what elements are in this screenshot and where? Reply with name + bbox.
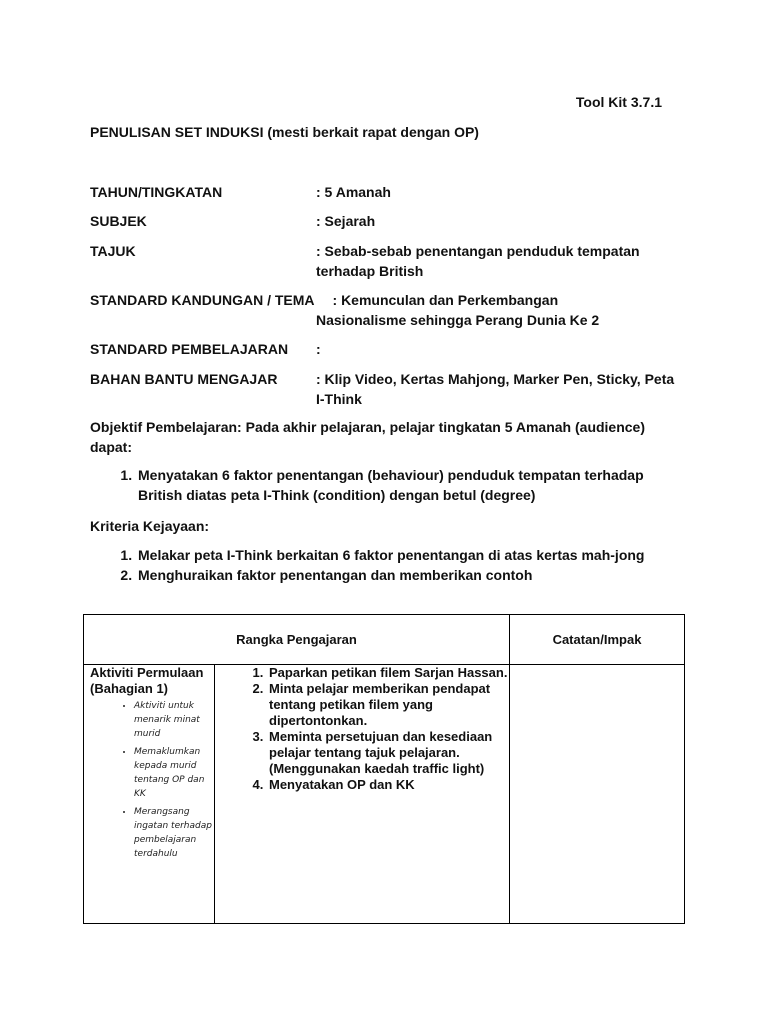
row-subjek [90, 211, 676, 231]
sk-value-line2: Nasionalisme sehingga Perang Dunia Ke 2 [316, 312, 600, 328]
kriteria-list [112, 545, 686, 585]
tahun-label: TAHUN/TINGKATAN [90, 184, 223, 200]
row-tahun [90, 182, 676, 202]
subjek-label: SUBJEK [90, 213, 147, 229]
toolkit-label: Tool Kit 3.7.1 [575, 94, 662, 110]
row-tajuk [90, 241, 676, 281]
activity-cell [84, 665, 215, 923]
catatan-cell [510, 665, 684, 923]
document-title: PENULISAN SET INDUKSI (mesti berkait rapat dengan OP) [90, 124, 479, 140]
steps-list [215, 665, 509, 793]
step-item: 4. Menyatakan OP dan KK [267, 777, 509, 793]
activity-note: • Aktiviti untuk menarik minat murid [134, 699, 214, 741]
bbm-label: BAHAN BANTU MENGAJAR [90, 371, 278, 387]
rangka-table [83, 614, 685, 924]
row-standard-kandungan [90, 290, 599, 330]
sp-value: : [316, 341, 321, 357]
steps-cell [215, 665, 510, 923]
activity-note: • Memaklumkan kepada murid tentang OP dan KK [134, 745, 214, 801]
objektif-item: 1. Menyatakan 6 faktor penentangan (behaviour) penduduk tempatan terhadap British diatas peta I-Think (condition) dengan betul (degree) [136, 465, 686, 505]
objektif-text: Objektif Pembelajaran: Pada akhir pelajaran, pelajar tingkatan 5 Amanah (audience) dapat: [90, 419, 646, 455]
kriteria-item: 2. Menghuraikan faktor penentangan dan memberikan contoh [136, 565, 686, 585]
subjek-value: : Sejarah [316, 213, 376, 229]
activity-notes [84, 699, 214, 861]
table-header [84, 615, 684, 665]
step-item: 2. Minta pelajar memberikan pendapat tentang petikan filem yang dipertontonkan. [267, 681, 509, 729]
activity-title: Aktiviti Permulaan (Bahagian 1) [90, 665, 204, 696]
step-item: 1. Paparkan petikan filem Sarjan Hassan. [267, 665, 509, 681]
kriteria-item: 1. Melakar peta I-Think berkaitan 6 faktor penentangan di atas kertas mah-jong [136, 545, 686, 565]
step-item: 3. Meminta persetujuan dan kesediaan pelajar tentang tajuk pelajaran. (Menggunakan kaedah traffic light) [267, 729, 509, 777]
tahun-value: : 5 Amanah [316, 184, 391, 200]
objektif-list [112, 465, 686, 505]
tajuk-label: TAJUK [90, 243, 136, 259]
sp-label: STANDARD PEMBELAJARAN [90, 341, 289, 357]
sk-value-line1: : Kemunculan dan Perkembangan [332, 292, 559, 308]
sk-label: STANDARD KANDUNGAN / TEMA [90, 292, 315, 308]
kriteria-text: Kriteria Kejayaan: [90, 518, 210, 534]
header-catatan: Catatan/Impak [552, 632, 642, 647]
tajuk-value: : Sebab-sebab penentangan penduduk tempatan terhadap British [316, 243, 640, 279]
activity-note: • Merangsang ingatan terhadap pembelajaran terdahulu [134, 805, 214, 861]
header-rangka: Rangka Pengajaran [84, 615, 510, 664]
bbm-value: : Klip Video, Kertas Mahjong, Marker Pen, Sticky, Peta I-Think [316, 371, 675, 407]
row-standard-pembelajaran [90, 339, 676, 359]
row-bahan-bantu [90, 369, 676, 409]
